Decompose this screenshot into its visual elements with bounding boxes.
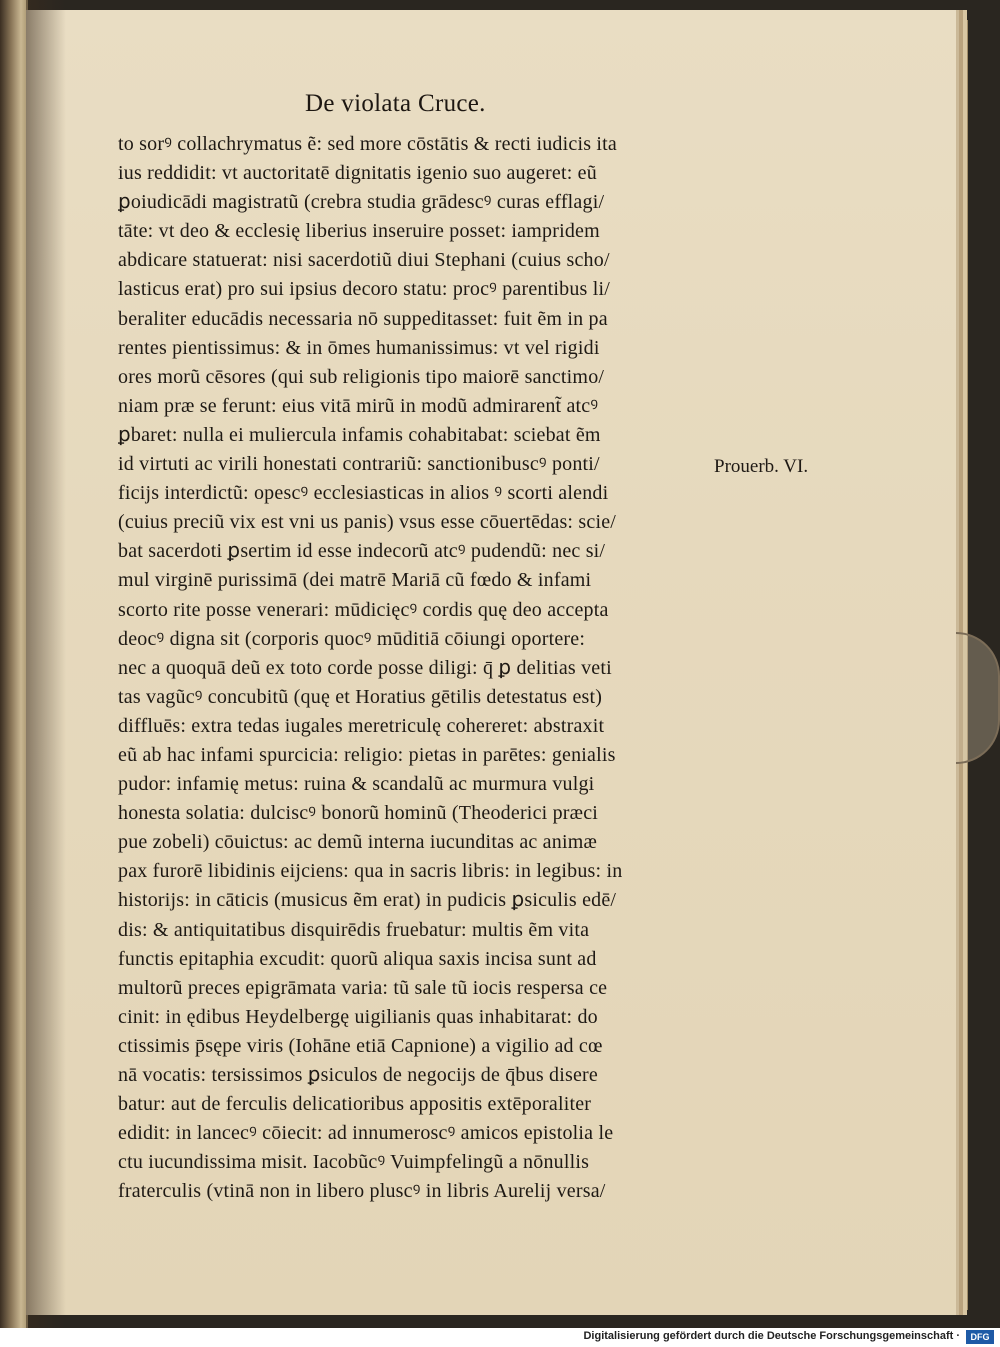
text-line: tas vagũcꝰ concubitũ (quę et Horatius gētilis detestatus est) — [118, 685, 603, 708]
text-line: functis epitaphia excudit: quorũ aliqua saxis incisa sunt ad — [118, 947, 597, 970]
text-line: deocꝰ digna sit (corporis quocꝰ mūditiā cōiungi oportere: — [118, 627, 586, 650]
text-line: niam præ se ferunt: eius vitā mirũ in modũ admirarent̃ atcꝰ — [118, 394, 599, 417]
text-line: to sorꝰ collachrymatus ẽ: sed more cōstātis & recti iudicis ita — [118, 133, 617, 155]
text-line: pudor: infamię metus: ruina & scandalũ ac murmura vulgi — [118, 773, 595, 796]
text-line: nec a quoquā deũ ex toto corde posse diligi: q̄ ꝑ delitias veti — [118, 656, 612, 679]
text-line: diffluēs: extra tedas iugales meretriculę cohereret: abstraxit — [118, 714, 605, 737]
text-line: ꝑoiudicādi magistratũ (crebra studia grādescꝰ curas efflagi/ — [118, 191, 605, 214]
text-line: multorũ preces epigrāmata varia: tũ sale tũ iocis respersa ce — [118, 976, 608, 999]
text-line: historijs: in cāticis (musicus ẽm erat) in pudicis ꝑsiculis edē/ — [118, 889, 617, 912]
text-line: ius reddidit: vt auctoritatē dignitatis igenio suo augeret: eũ — [118, 162, 597, 185]
text-line: nā vocatis: tersissimos ꝑsiculos de negocijs de q̄bus disere — [118, 1064, 598, 1086]
page-clip — [956, 632, 1000, 764]
text-line: rentes pientissimus: & in ōmes humanissimus: vt vel rigidi — [118, 336, 600, 359]
text-line: scorto rite posse venerari: mūdicięcꝰ cordis quę deo accepta — [118, 598, 609, 621]
funding-note: Digitalisierung gefördert durch die Deutsche Forschungsgemeinschaft · — [583, 1330, 960, 1342]
marginal-note: Prouerb. VI. — [714, 456, 809, 477]
text-line: dis: & antiquitatibus disquirēdis fruebatur: multis ẽm vita — [118, 918, 590, 941]
text-line: cinit: in ędibus Heydelbergę uigilianis quas inhabitarat: do — [118, 1005, 598, 1028]
spine-shadow — [26, 0, 66, 1328]
text-line: ores morũ cēsores (qui sub religionis tipo maiorē sanctimo/ — [118, 365, 605, 388]
text-line: tāte: vt deo & ecclesię liberius inseruire posset: iampridem — [118, 220, 600, 243]
text-line: fraterculis (vtinā non in libero pluscꝰ in libris Aurelij versa/ — [118, 1180, 606, 1203]
text-line: id virtuti ac virili honestati contrariũ: sanctionibuscꝰ ponti/ — [118, 453, 600, 476]
text-line: bat sacerdoti ꝑsertim id esse indecorũ atcꝰ pudendũ: nec si/ — [118, 540, 606, 563]
text-line: eũ ab hac infami spurcicia: religio: pietas in parētes: genialis — [118, 743, 616, 766]
text-line: beraliter educādis necessaria nō suppeditasset: fuit ẽm in pa — [118, 307, 608, 330]
dfg-logo-icon: DFG — [966, 1330, 994, 1344]
text-line: ctu iucundissima misit. Iacobũcꝰ Vuimpfelingũ a nōnullis — [118, 1151, 590, 1174]
text-line: mul virginē purissimā (dei matrē Mariā cũ fœdo & infami — [118, 569, 592, 592]
text-line: ficijs interdictũ: opescꝰ ecclesiasticas in alios ꝰ scorti alendi — [118, 482, 609, 505]
text-line: edidit: in lancecꝰ cōiecit: ad innumeroscꝰ amicos epistolia le — [118, 1122, 614, 1145]
footer-bar — [0, 1328, 1000, 1347]
text-line: batur: aut de ferculis delicatioribus appositis extēporaliter — [118, 1093, 592, 1116]
text-line: pax furorē libidinis eijciens: qua in sacris libris: in legibus: in — [118, 860, 623, 883]
text-line: pue zobeli) cōuictus: ac demũ interna iucunditas ac animæ — [118, 831, 598, 854]
text-line: ꝑbaret: nulla ei muliercula infamis cohabitabat: sciebat ẽm — [118, 423, 601, 446]
text-line: (cuius preciũ vix est vni us panis) vsus esse cōuertēdas: scie/ — [118, 511, 617, 534]
running-title: De violata Cruce. — [305, 90, 486, 117]
text-line: lasticus erat) pro sui ipsius decoro statu: procꝰ parentibus li/ — [118, 278, 611, 301]
text-line: abdicare statuerat: nisi sacerdotiũ diui Stephani (cuius scho/ — [118, 249, 610, 272]
text-line: honesta solatia: dulciscꝰ bonorũ hominũ (Theoderici præci — [118, 802, 599, 825]
text-line: ctissimis p̄sępe viris (Iohāne etiā Capnione) a vigilio ad cœ — [118, 1034, 603, 1057]
text-block — [118, 130, 718, 1206]
facing-page-edge — [0, 0, 28, 1328]
